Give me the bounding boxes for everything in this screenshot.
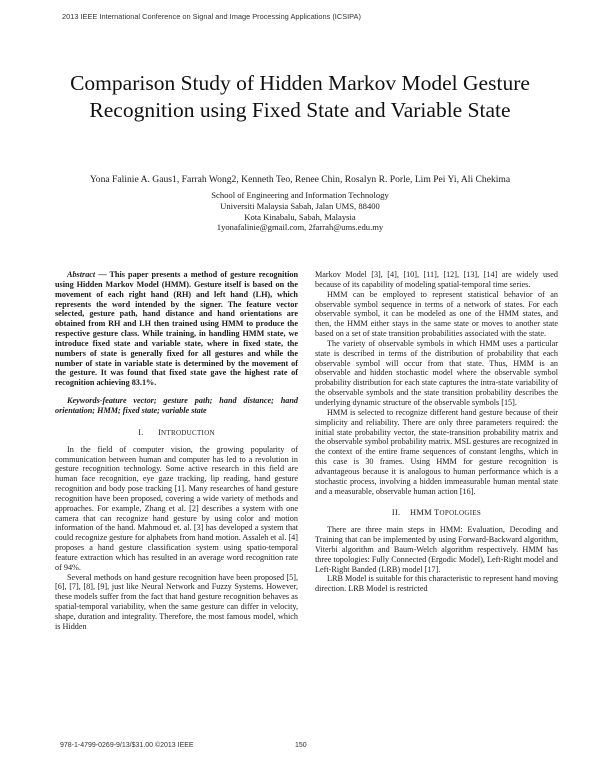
- section-numeral: I.: [138, 427, 144, 437]
- section-heading-hmm-topologies: [315, 508, 558, 519]
- author-list: Yona Falinie A. Gaus1, Farrah Wong2, Kenneth Teo, Renee Chin, Rosalyn R. Porle, Lim Pei Yi, Ali Chekima: [89, 174, 511, 185]
- section-heading-introduction: [55, 428, 298, 439]
- right-paragraph-3: The variety of observable symbols in which HMM uses a particular state is described in terms of the distribution of probability that each observable symbol will occur from that state. Thus, HMM is an observable and hidden stochastic model where the observable symbol probability distribution for each state captures the intra-state variability of the observable symbols and the state transition probability describes the underlying dynamic structure of the observable symbols [15].: [315, 338, 558, 407]
- right-paragraph-4: HMM is selected to recognize different hand gesture because of their simplicity and reliability. There are only three parameters required: the initial state probability vector, the state-transition probability matrix and the observable symbol probability matrix. MSL gestures are recognized in the context of the entire frame sequences of constant lengths, which in this case is 30 frames. Using HMM for gesture recognition is advantageous because it is analogous to human performance which is a stochastic process, involving a hidden immeasurable human mental state and a measurable, observable human action [16].: [315, 407, 558, 496]
- footer-isbn: 978-1-4799-0269-9/13/$31.00 ©2013 IEEE: [60, 742, 194, 749]
- left-column: [55, 270, 298, 632]
- abstract-text: — This paper presents a method of gesture recognition using Hidden Markov Model (HMM). Gesture itself is based on the movement of each right hand (RH) and left hand (LH), which represents the word intended by the signer. The feature vector selected, gesture path, hand distance and hand orientations are obtained from RH and LH then trained using HMM to produce the respective gesture class. While training, in handling HMM state, we introduce fixed state and variable state, where in fixed state, the numbers of state is generally fixed for all gestures and while the number of state in variable state is determined by the movement of the gesture. It was found that fixed state gave the highest rate of recognition achieving 83.1%.: [55, 270, 298, 388]
- right-paragraph-2: HMM can be employed to represent statistical behavior of an observable symbol sequence in terms of a network of states. For each observable symbol, it can be modeled as one of the HMM states, and then, the HMM either stays in the same state or moves to another state based on a set of state transition probabilities associated with the state.: [315, 289, 558, 339]
- affiliation-school: School of Engineering and Information Technology: [211, 190, 389, 200]
- page-number: 150: [295, 742, 307, 749]
- keywords: Keywords-feature vector; gesture path; hand distance; hand orientation; HMM; fixed state; variable state: [55, 396, 298, 415]
- section-title-rest: OPOLOGIES: [439, 509, 482, 518]
- section-title-first: I: [157, 427, 162, 437]
- abstract: [55, 270, 298, 388]
- affiliation-university: Universiti Malaysia Sabah, Jalan UMS, 88400: [220, 200, 380, 211]
- affiliation-city: Kota Kinabalu, Sabah, Malaysia: [244, 211, 356, 222]
- affiliation-block: [120, 190, 480, 233]
- affiliation-emails: 1yonafalinie@gmail.com, 2farrah@ums.edu.my: [216, 222, 384, 233]
- right-column: [315, 270, 558, 594]
- section-title-rest: NTRODUCTION: [161, 428, 215, 437]
- abstract-label: Abstract: [67, 270, 96, 279]
- paper-title: Comparison Study of Hidden Markov Model Gesture Recognition using Fixed State and Variable State: [70, 71, 530, 122]
- conference-header: 2013 IEEE International Conference on Signal and Image Processing Applications (ICSIPA): [62, 12, 361, 21]
- right-paragraph-1: Markov Model [3], [4], [10], [11], [12], [13], [14] are widely used because of its capability of modeling spatial-temporal time series.: [315, 270, 558, 289]
- right-paragraph-5: There are three main steps in HMM: Evaluation, Decoding and Training that can be implemented by using Forward-Backward algorithm, Viterbi algorithm and Baum-Welch algorithm respectively. HMM has three topologies: Fully Connected (Ergodic Model), Left-Right model and Left-Right Banded (LRB) model [17].: [315, 525, 558, 574]
- section-title-first: HMM T: [410, 508, 440, 518]
- intro-paragraph-1: In the field of computer vision, the growing popularity of communication between human and computer has led to a revolution in gesture recognition technology. Some active research in this field are human face recognition, eye gaze tracking, lip reading, hand gesture recognition and body pose tracking [1]. Many researches of hand gesture recognition have been proposed, covering a wide variety of methods and approaches. For example, Zhang et al. [2] describes a system with one camera that can recognize hand gesture by using color and motion information of the hand. Mahmoud et. al. [3] has developed a system that could recognize gesture for alphabets from hand motion. Assaleh et al. [4] proposes a hand gesture classification system using spatio-temporal feature extraction which has resulted in an average word recognition rate of 94%.: [55, 444, 298, 572]
- right-paragraph-6: LRB Model is suitable for this characteristic to represent hand moving direction. LRB Model is restricted: [315, 574, 559, 594]
- intro-paragraph-2: Several methods on hand gesture recognition have been proposed [5], [6], [7], [8], [9], just like Neural Network and Fuzzy Systems. However, these models suffer from the fact that hand gesture recognition behaves as spatial-temporal variability, when the same gesture can differ in velocity, shape, duration and integrality. Therefore, the most famous model, which is Hidden: [55, 572, 298, 631]
- section-numeral: II.: [391, 508, 401, 518]
